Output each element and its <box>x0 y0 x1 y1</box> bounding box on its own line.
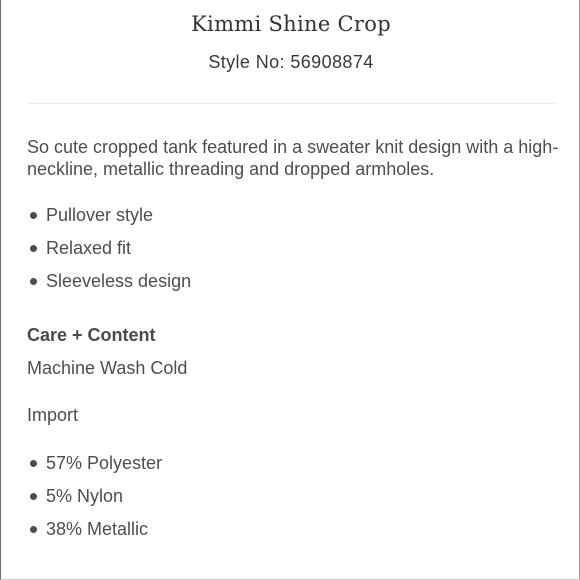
material-list <box>27 452 162 551</box>
material-label: 38% Metallic <box>46 519 149 539</box>
care-content-heading: Care + Content <box>27 325 156 345</box>
wash-instruction: Machine Wash Cold <box>27 358 188 378</box>
bullet-icon <box>30 493 37 500</box>
feature-label: Pullover style <box>46 205 154 225</box>
bullet-icon <box>30 460 37 467</box>
list-item <box>27 452 162 485</box>
bullet-icon <box>30 526 37 533</box>
product-title: Kimmi Shine Crop <box>191 12 391 36</box>
bullet-icon <box>30 245 37 252</box>
bullet-icon <box>30 212 37 219</box>
list-item <box>27 237 191 270</box>
feature-label: Sleeveless design <box>46 271 192 291</box>
product-description: So cute cropped tank featured in a sweater knit design with a high-neckline, metallic threading and dropped armholes. <box>27 137 559 179</box>
origin-label: Import <box>27 405 79 425</box>
material-label: 5% Nylon <box>46 486 124 506</box>
feature-list <box>27 204 191 303</box>
feature-label: Relaxed fit <box>46 238 132 258</box>
divider <box>27 103 555 104</box>
list-item <box>27 270 191 303</box>
list-item <box>27 204 191 237</box>
list-item <box>27 518 162 551</box>
list-item <box>27 485 162 518</box>
style-number: Style No: 56908874 <box>208 52 374 72</box>
bullet-icon <box>30 278 37 285</box>
material-label: 57% Polyester <box>46 453 163 473</box>
